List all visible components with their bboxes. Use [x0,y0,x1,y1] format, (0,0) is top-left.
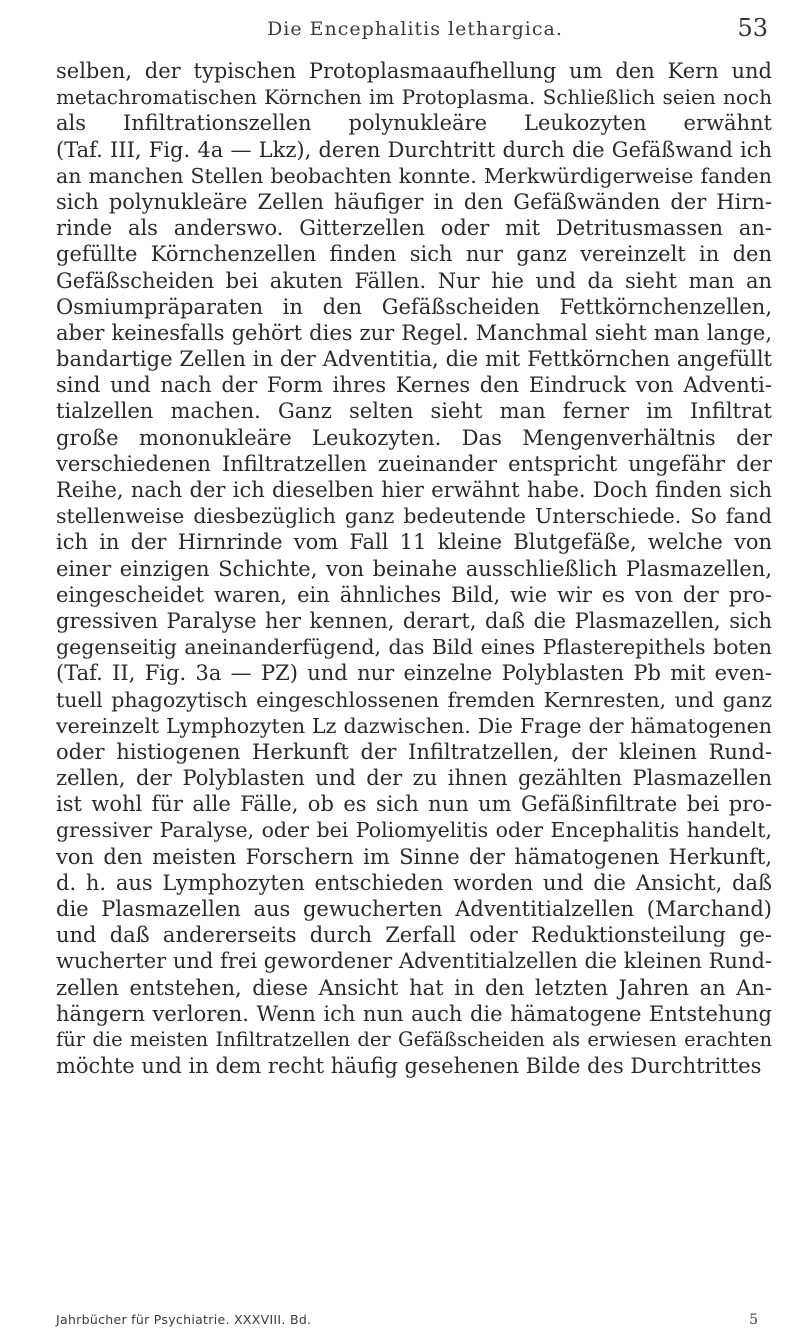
body-text [56,58,772,1079]
text-line: gefüllte Körnchenzellen finden sich nur ganz vereinzelt in den [56,242,772,267]
text-line: aber keinesfalls gehört dies zur Regel. Manchmal sieht man lange, [56,320,772,345]
text-line: Osmiumpräparaten in den Gefäßscheiden Fettkörnchenzellen, [56,294,772,319]
text-line: tuell phagozytisch eingeschlossenen fremden Kernresten, und ganz [56,687,772,712]
text-line: an manchen Stellen beobachten konnte. Merkwürdigerweise fanden [56,163,772,188]
text-line: d. h. aus Lymphozyten entschieden worden und die Ansicht, daß [56,870,772,895]
text-line: ich in der Hirnrinde vom Fall 11 kleine Blutgefäße, welche von [56,530,772,555]
text-line: für die meisten Infiltratzellen der Gefäßscheiden als erwiesen erachten [56,1027,772,1051]
text-line: Gefäßscheiden bei akuten Fällen. Nur hie und da sieht man an [56,268,772,293]
text-line: (Taf. II, Fig. 3a — PZ) und nur einzelne Polyblasten Pb mit even- [56,661,772,686]
text-line: gegenseitig aneinanderfügend, das Bild eines Pflasterepithels boten [56,635,772,660]
text-line: stellenweise diesbezüglich ganz bedeutende Unterschiede. So fand [56,504,772,529]
text-line: Reihe, nach der ich dieselben hier erwähnt habe. Doch finden sich [56,478,772,502]
text-line: die Plasmazellen aus gewucherten Adventitialzellen (Marchand) [56,897,772,921]
text-line: wucherter und frei gewordener Adventitialzellen die kleinen Rund- [56,949,772,974]
text-line: und daß andererseits durch Zerfall oder Reduktionsteilung ge- [56,923,772,948]
text-line: tialzellen machen. Ganz selten sieht man ferner im Infiltrat [56,399,772,424]
text-line: von den meisten Forschern im Sinne der hämatogenen Herkunft, [56,844,772,869]
running-title: Die Encephalitis lethargica. [267,18,563,40]
text-line: eingescheidet waren, ein ähnliches Bild, wie wir es von der pro- [56,582,772,607]
running-head [60,14,770,44]
text-line: zellen, der Polyblasten und der zu ihnen gezählten Plasmazellen [56,766,772,791]
text-line: metachromatischen Körnchen im Protoplasma. Schließlich seien noch [56,85,772,110]
text-line: sind und nach der Form ihres Kernes den Eindruck von Adventi- [56,373,772,398]
text-line: oder histiogenen Herkunft der Infiltratzellen, der kleinen Rund- [56,739,772,764]
text-line: (Taf. III, Fig. 4a — Lkz), deren Durchtritt durch die Gefäßwand ich [56,137,772,162]
text-line: selben, der typischen Protoplasmaaufhellung um den Kern und [56,59,772,83]
text-line: verschiedenen Infiltratzellen zueinander entspricht ungefähr der [56,451,772,476]
text-line: möchte und in dem recht häufig gesehenen Bilde des Durchtrittes [56,1054,762,1079]
text-line: als Infiltrationszellen polynukleäre Leukozyten erwähnt [56,111,772,136]
text-line: vereinzelt Lymphozyten Lz dazwischen. Die Frage der hämatogenen [56,713,772,738]
journal-footnote: Jahrbücher für Psychiatrie. XXXVIII. Bd. [56,1312,312,1327]
text-line: ist wohl für alle Fälle, ob es sich nun um Gefäßinfiltrate bei pro- [56,792,772,817]
text-line: gressiver Paralyse, oder bei Poliomyelitis oder Encephalitis handelt, [56,818,772,843]
text-line: gressiven Paralyse her kennen, derart, daß die Plasmazellen, sich [56,608,772,633]
text-line: hängern verloren. Wenn ich nun auch die hämatogene Entstehung [56,1001,772,1026]
text-line: sich polynukleäre Zellen häufiger in den Gefäßwänden der Hirn- [56,189,772,214]
text-line: einer einzigen Schichte, von beinahe ausschließlich Plasmazellen, [56,556,772,581]
text-line: zellen entstehen, diese Ansicht hat in den letzten Jahren an An- [56,975,772,1000]
text-line: rinde als anderswo. Gitterzellen oder mit Detritusmassen an- [56,216,772,241]
text-line: bandartige Zellen in der Adventitia, die mit Fettkörnchen angefüllt [56,347,772,372]
page-number: 53 [737,14,768,42]
signature-mark: 5 [749,1312,758,1328]
page-footer [56,1312,772,1332]
text-line: große mononukleäre Leukozyten. Das Mengenverhältnis der [56,425,772,450]
